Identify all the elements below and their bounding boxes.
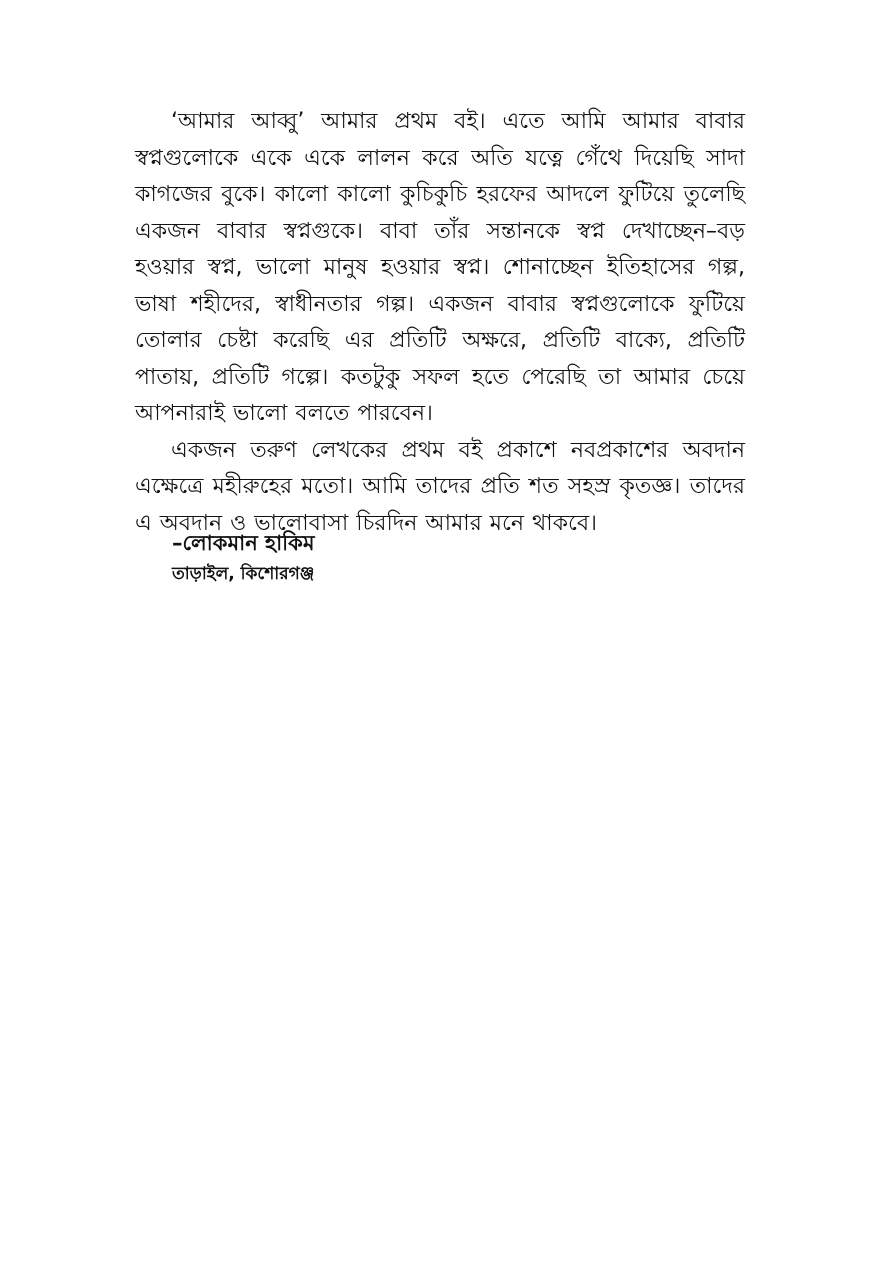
author-name: –লোকমান হাকিম bbox=[172, 531, 315, 555]
paragraph-intro: ‘আমার আব্বু’ আমার প্রথম বই। এতে আমি আমার বাবার স্বপ্নগুলোকে একে একে লালন করে অতি যত্নে গেঁথে দিয়েছি সাদা কাগজের বুকে। কালো কালো কুচিকুচি হরফের আদলে ফুটিয়ে তুলেছি একজন বাবার স্বপ্নগুকে। বাবা তাঁর সন্তানকে স্বপ্ন দেখাচ্ছেন–বড় হওয়ার স্বপ্ন, ভালো মানুষ হওয়ার স্বপ্ন। শোনাচ্ছেন ইতিহাসের গল্প, ভাষা শহীদের, স্বাধীনতার গল্প। একজন বাবার স্বপ্নগুলোকে ফুটিয়ে তোলার চেষ্টা করেছি এর প্রতিটি অক্ষরে, প্রতিটি বাক্যে, প্রতিটি পাতায়, প্রতিটি গল্পে। কতটুকু সফল হতে পেরেছি তা আমার চেয়ে আপনারাই ভালো বলতে পারবেন। bbox=[135, 109, 745, 426]
signature-block bbox=[172, 526, 572, 588]
author-location: তাড়াইল, কিশোরগঞ্জ bbox=[172, 564, 315, 584]
document-body bbox=[135, 104, 745, 542]
paragraph-acknowledgement: একজন তরুণ লেখকের প্রথম বই প্রকাশে নবপ্রকাশের অবদান এক্ষেত্রে মহীরুহের মতো। আমি তাদের প্রতি শত সহস্র কৃতজ্ঞ। তাদের এ অবদান ও ভালোবাসা চিরদিন আমার মনে থাকবে। bbox=[135, 437, 745, 536]
